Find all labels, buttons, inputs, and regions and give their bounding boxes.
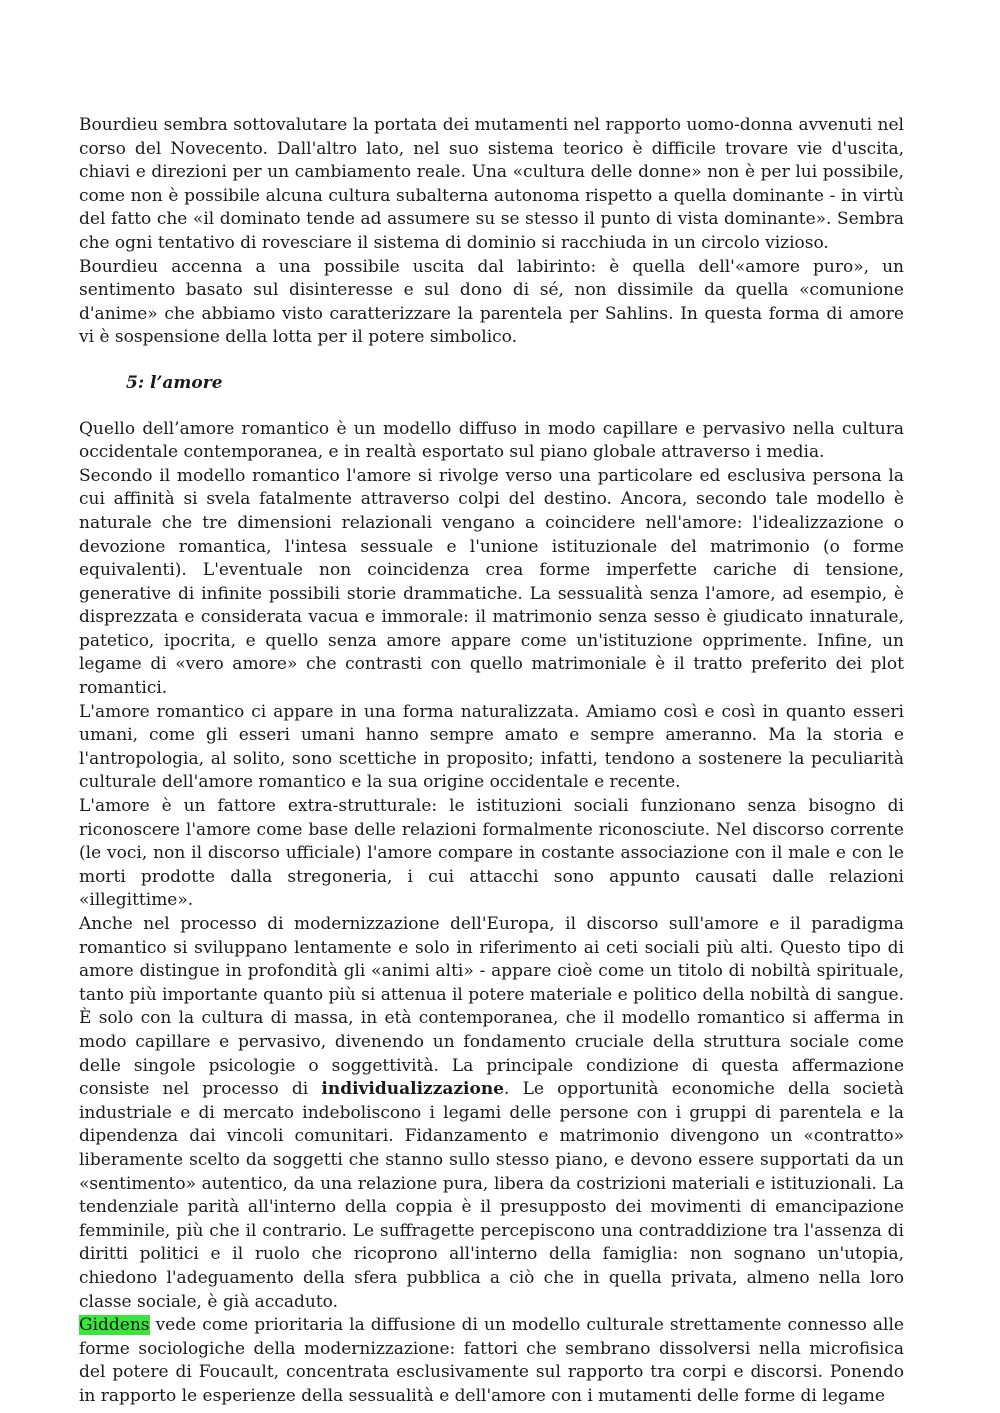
paragraph-giddens [79,1314,904,1408]
document-page [79,114,904,1408]
paragraph-modernization: Anche nel processo di modernizzazione dell'Europa, il discorso sull'amore e il paradigma romantico si sviluppano lentamente e solo in riferimento ai ceti sociali più alti. Questo tipo di amore distingue in profondità gli «animi alti» - appare cioè come un titolo di nobiltà spirituale, tanto più importante quanto più si attenua il potere materiale e politico della nobiltà di sangue. [79,914,904,1005]
paragraph-romantic-model: Quello dell’amore romantico è un modello diffuso in modo capillare e pervasivo nella cultura occidentale contemporanea, e in realtà esportato sul piano globale attraverso i media. [79,418,904,463]
paragraph-romantic-definition: Secondo il modello romantico l'amore si rivolge verso una particolare ed esclusiva persona la cui affinità si svela fatalmente attraverso colpi del destino. Ancora, secondo tale modello è naturale che tre dimensioni relazionali vengano a coincidere nell'amore: l'idealizzazione o devozione romantica, l'intesa sessuale e l'unione istituzionale del matrimonio (o forme equivalenti). L'eventuale non coincidenza crea forme imperfette cariche di tensione, generative di infinite possibili storie drammatiche. La sessualità senza l'amore, ad esempio, è disprezzata e considerata vacua e immorale: il matrimonio senza sesso è giudicato innaturale, patetico, ipocrita, e quello senza amore appare come un'istituzione opprimente. Infine, un legame di «vero amore» che contrasti con quello matrimoniale è il tratto preferito dei plot romantici. [79,465,904,699]
bold-term-individualizzazione: individualizzazione [321,1079,505,1100]
giddens-text: vede come prioritaria la diffusione di un modello culturale strettamente connesso alle forme sociologiche della modernizzazione: fattori che sembrano dissolversi nella microfisica del potere di Foucault, concentrata esclusivamente sul rapporto tra corpi e discorsi. Ponendo in rapporto le esperienze della sessualità e dell'amore con i mutamenti delle forme di legame [79,1315,904,1406]
paragraph-naturalized-love: L'amore romantico ci appare in una forma naturalizzata. Amiamo così e così in quanto esseri umani, come gli esseri umani hanno sempre amato e sempre ameranno. Ma la storia e l'antropologia, al solito, sono scettiche in proposito; infatti, tendono a sostenere la peculiarità culturale dell'amore romantico e la sua origine occidentale e recente. [79,701,904,793]
paragraph-bourdieu-1: Bourdieu sembra sottovalutare la portata dei mutamenti nel rapporto uomo-donna avvenuti nel corso del Novecento. Dall'altro lato, nel suo sistema teorico è difficile trovare vie d'uscita, chiavi e direzioni per un cambiamento reale. Una «cultura delle donne» non è per lui possibile, come non è possibile alcuna cultura subalterna autonoma rispetto a quella dominante - in virtù del fatto che «il dominato tende ad assumere su se stesso il punto di vista dominante». Sembra che ogni tentativo di rovesciare il sistema di dominio si racchiuda in un circolo vizioso. [79,115,904,253]
paragraph-mass-culture [79,1007,904,1314]
mass-culture-text-start: È solo con la cultura di massa, in età contemporanea, che il modello romantico si afferma in modo capillare e pervasivo, divenendo un fondamento cruciale della struttura sociale come delle singole psicologie o soggettività. La principale condizione di questa affermazione consiste nel processo di [79,1008,904,1100]
paragraph-bourdieu-2: Bourdieu accenna a una possibile uscita dal labirinto: è quella dell'«amore puro», un sentimento basato sul disinteresse e sul dono di sé, non dissimile da quella «comunione d'anime» che abbiamo visto caratterizzare la parentela per Sahlins. In questa forma di amore vi è sospensione della lotta per il potere simbolico. [79,256,904,348]
paragraph-extra-structural: L'amore è un fattore extra-strutturale: le istituzioni sociali funzionano senza bisogno di riconoscere l'amore come base delle relazioni formalmente riconosciute. Nel discorso corrente (le voci, non il discorso ufficiale) l'amore compare in costante associazione con il male e con le morti prodotte dalla stregoneria, i cui attacchi sono appunto causati dalle relazioni «illegittime». [79,796,904,911]
highlighted-word-giddens: Giddens [79,1315,150,1336]
section-heading: 5: l’amore [126,372,223,393]
mass-culture-text-end: . Le opportunità economiche della società industriale e di mercato indeboliscono i legami delle persone con i gruppi di parentela e la dipendenza dai vincoli comunitari. Fidanzamento e matrimonio divengono un «contratto» liberamente scelto da soggetti che stanno sullo stesso piano, e devono essere supportati da un «sentimento» autentico, da una relazione pura, libera da costrizioni materiali e istituzionali. La tendenziale parità all'interno della coppia è il presupposto dei movimenti di emancipazione femminile, più che il contrario. Le suffragette percepiscono una contraddizione tra l'assenza di diritti politici e il ruolo che ricoprono all'interno della famiglia: non sognano un'utopia, chiedono l'adeguamento della sfera pubblica a ciò che in quella privata, almeno nella loro classe sociale, è già accaduto. [79,1079,905,1312]
